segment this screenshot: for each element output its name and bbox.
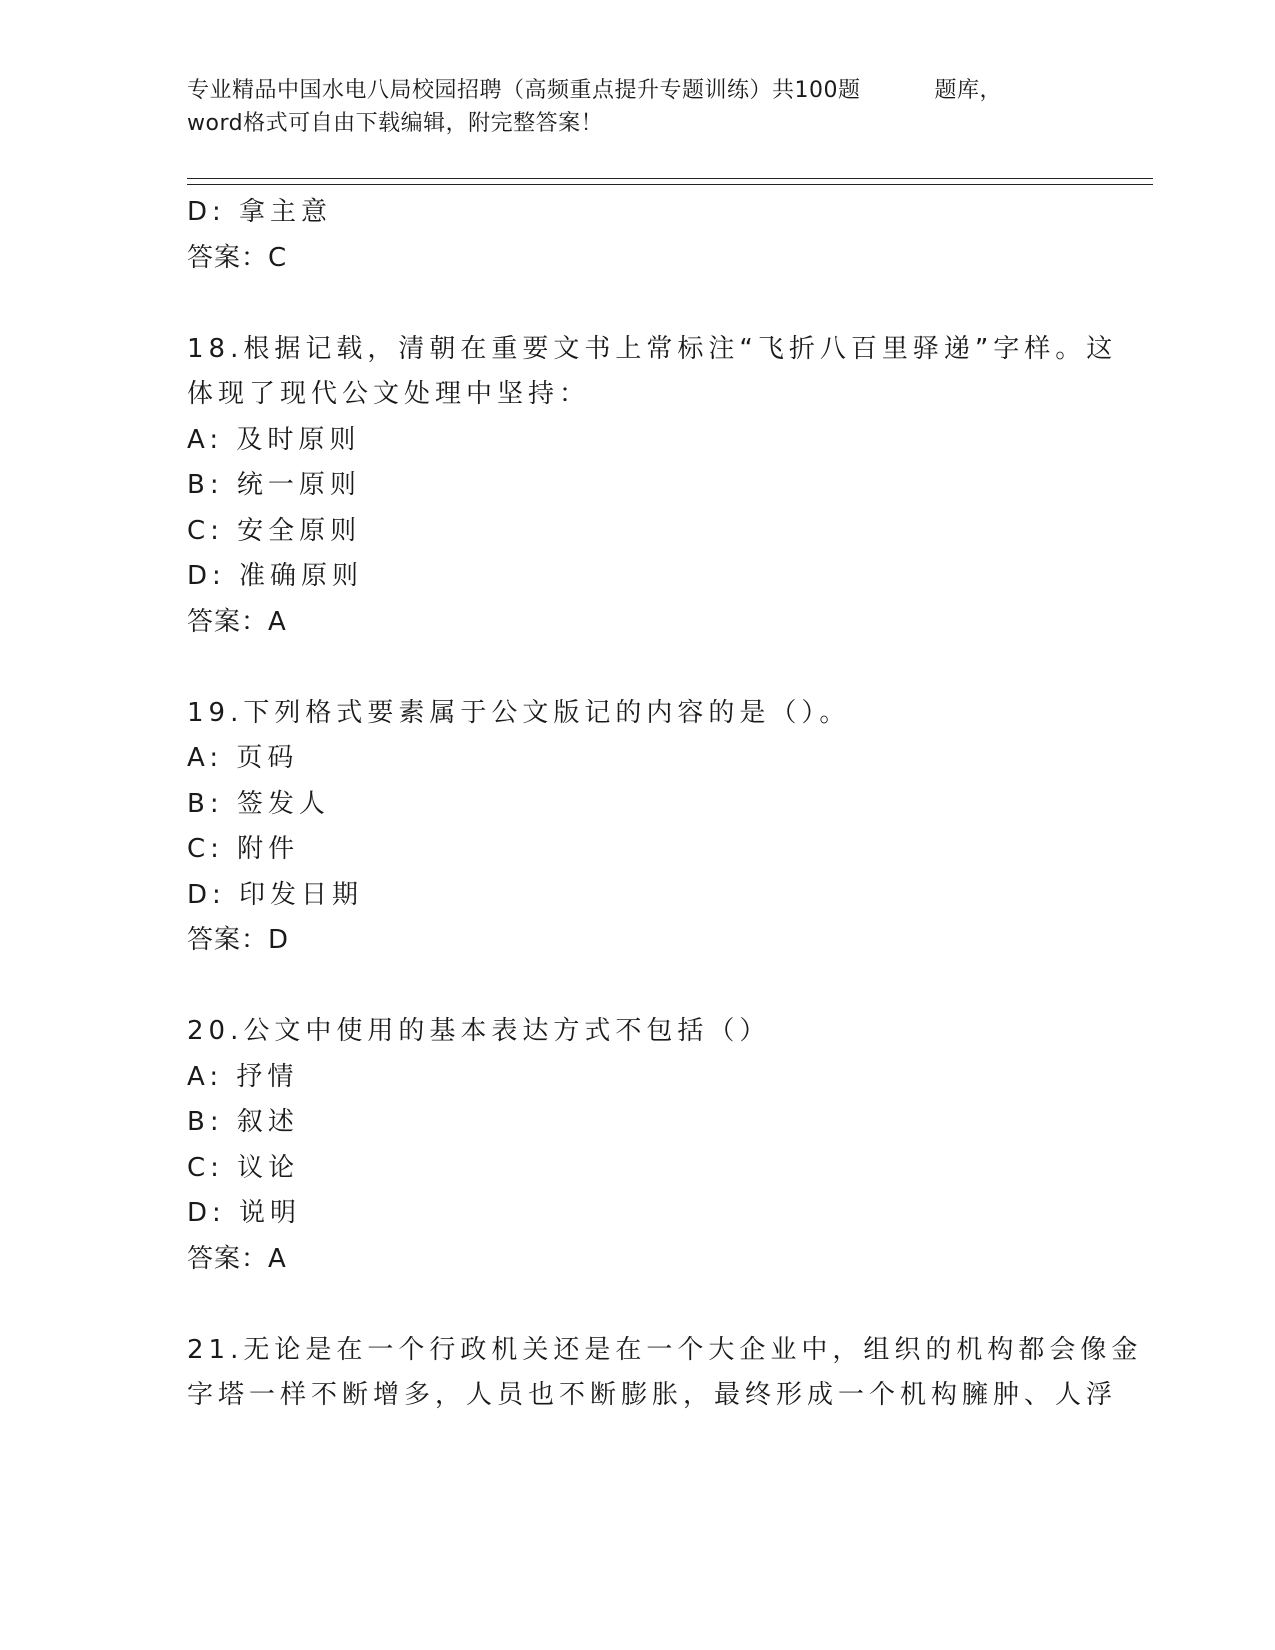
q19-answer: 答案：D	[187, 925, 290, 955]
q18-option-b: B: 统一原则	[187, 470, 361, 500]
page-header	[187, 74, 1087, 140]
q19-option-a: A: 页码	[187, 743, 299, 773]
header-title-suffix: 题库，	[934, 78, 1003, 103]
header-divider-bottom	[187, 184, 1153, 185]
q20-option-c: C: 议论	[187, 1152, 300, 1183]
q20-option-a: A: 抒情	[187, 1061, 299, 1092]
header-title: 专业精品中国水电八局校园招聘（高频重点提升专题训练）共100题	[187, 78, 861, 103]
q18-option-a: A: 及时原则	[187, 424, 361, 455]
q19-option-c: C: 附件	[187, 834, 300, 864]
header-line-1	[187, 74, 1087, 107]
q20-option-b: B: 叙述	[187, 1107, 299, 1137]
q20-stem: 20.公文中使用的基本表达方式不包括（）	[187, 1016, 771, 1046]
q18-stem-line-2: 体现了现代公文处理中坚持：	[187, 379, 591, 409]
header-line-2: word格式可自由下载编辑，附完整答案！	[187, 111, 604, 136]
q18-answer: 答案：A	[187, 606, 287, 637]
q19-option-b: B: 签发人	[187, 788, 330, 819]
q21-stem-line-2: 字塔一样不断增多，人员也不断膨胀，最终形成一个机构臃肿、人浮	[187, 1380, 1118, 1410]
header-divider-top	[187, 178, 1153, 179]
q19-option-d: D: 印发日期	[187, 879, 364, 910]
prev-answer: 答案：C	[187, 242, 288, 273]
q18-stem-line-1: 18.根据记载，清朝在重要文书上常标注“飞折八百里驿递”字样。这	[187, 333, 1118, 364]
q18-option-d: D: 准确原则	[187, 561, 364, 591]
q18-option-c: C: 安全原则	[187, 515, 362, 546]
q20-option-d: D: 说明	[187, 1198, 302, 1228]
q20-answer: 答案：A	[187, 1243, 287, 1274]
question-list	[187, 190, 1143, 1419]
q21-stem-line-1: 21.无论是在一个行政机关还是在一个大企业中，组织的机构都会像金	[187, 1334, 1143, 1365]
q19-stem: 19.下列格式要素属于公文版记的内容的是（）。	[187, 697, 851, 728]
prev-option-d: D: 拿主意	[187, 197, 333, 227]
